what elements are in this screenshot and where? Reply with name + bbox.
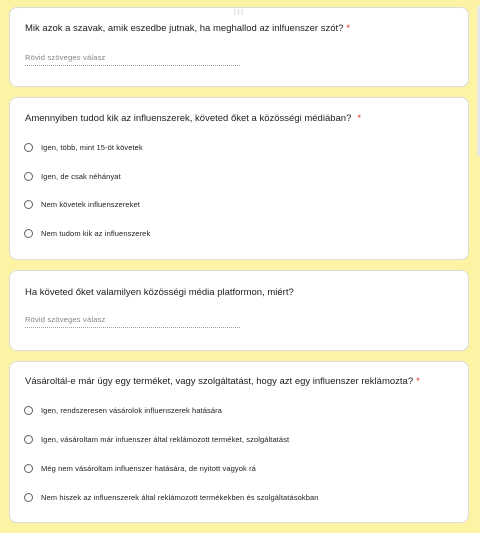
question-card-4	[9, 361, 469, 523]
radio-option[interactable]	[24, 140, 143, 154]
option-label: Igen, több, mint 15-öt követek	[41, 142, 143, 152]
radio-option[interactable]	[24, 403, 222, 417]
option-label: Még nem vásároltam influenszer hatására, de nyitott vagyok rá	[41, 463, 256, 473]
radio-unchecked-icon[interactable]	[24, 435, 33, 444]
radio-option[interactable]	[24, 461, 256, 475]
question-text: Vásároltál-e már úgy egy terméket, vagy szolgáltatást, hogy azt egy influenszer reklámozta?	[25, 376, 414, 387]
question-card-3	[9, 270, 469, 351]
radio-option[interactable]	[24, 432, 289, 446]
short-answer-input[interactable]	[25, 52, 240, 66]
short-answer-placeholder: Rövid szöveges válasz	[25, 315, 106, 324]
radio-option[interactable]	[24, 197, 140, 211]
question-card-2	[9, 97, 469, 260]
radio-unchecked-icon[interactable]	[24, 200, 33, 209]
radio-unchecked-icon[interactable]	[24, 464, 33, 473]
option-label: Igen, de csak néhányat	[41, 171, 121, 181]
required-asterisk: *	[346, 23, 351, 34]
option-label: Igen, rendszeresen vásárolok influenszerek hatására	[41, 405, 223, 415]
short-answer-input[interactable]	[25, 314, 240, 328]
radio-unchecked-icon[interactable]	[24, 172, 33, 181]
option-label: Igen, vásároltam már infuenszer által reklámozott terméket, szolgáltatást	[41, 434, 290, 444]
question-title	[25, 113, 458, 125]
question-text: Amennyiben tudod kik az influenszerek, követed őket a közösségi médiában?	[25, 113, 352, 124]
radio-unchecked-icon[interactable]	[24, 406, 33, 415]
short-answer-placeholder: Rövid szöveges válasz	[25, 53, 106, 62]
radio-option[interactable]	[24, 169, 121, 183]
radio-unchecked-icon[interactable]	[24, 229, 33, 238]
drag-handle-icon[interactable]: ⁝⁝⁝	[233, 8, 245, 17]
radio-unchecked-icon[interactable]	[24, 143, 33, 152]
question-card-1	[9, 7, 469, 87]
radio-unchecked-icon[interactable]	[24, 493, 33, 502]
required-asterisk: *	[416, 376, 420, 387]
question-text: Ha követed őket valamilyen közösségi média platformon, miért?	[25, 287, 294, 298]
option-label: Nem tudom kik az influenszerek	[41, 228, 151, 238]
question-title	[25, 23, 458, 35]
question-title	[25, 376, 458, 388]
required-asterisk: *	[357, 113, 362, 124]
option-label: Nem követek influenszereket	[41, 199, 140, 209]
radio-option[interactable]	[24, 490, 319, 504]
radio-option[interactable]	[24, 226, 150, 240]
question-title	[25, 287, 458, 299]
option-label: Nem hiszek az influenszerek által reklámozott termékekben és szolgáltatásokban	[41, 492, 319, 502]
question-text: Mik azok a szavak, amik eszedbe jutnak, ha meghallod az inlfuenszer szót?	[25, 23, 344, 34]
